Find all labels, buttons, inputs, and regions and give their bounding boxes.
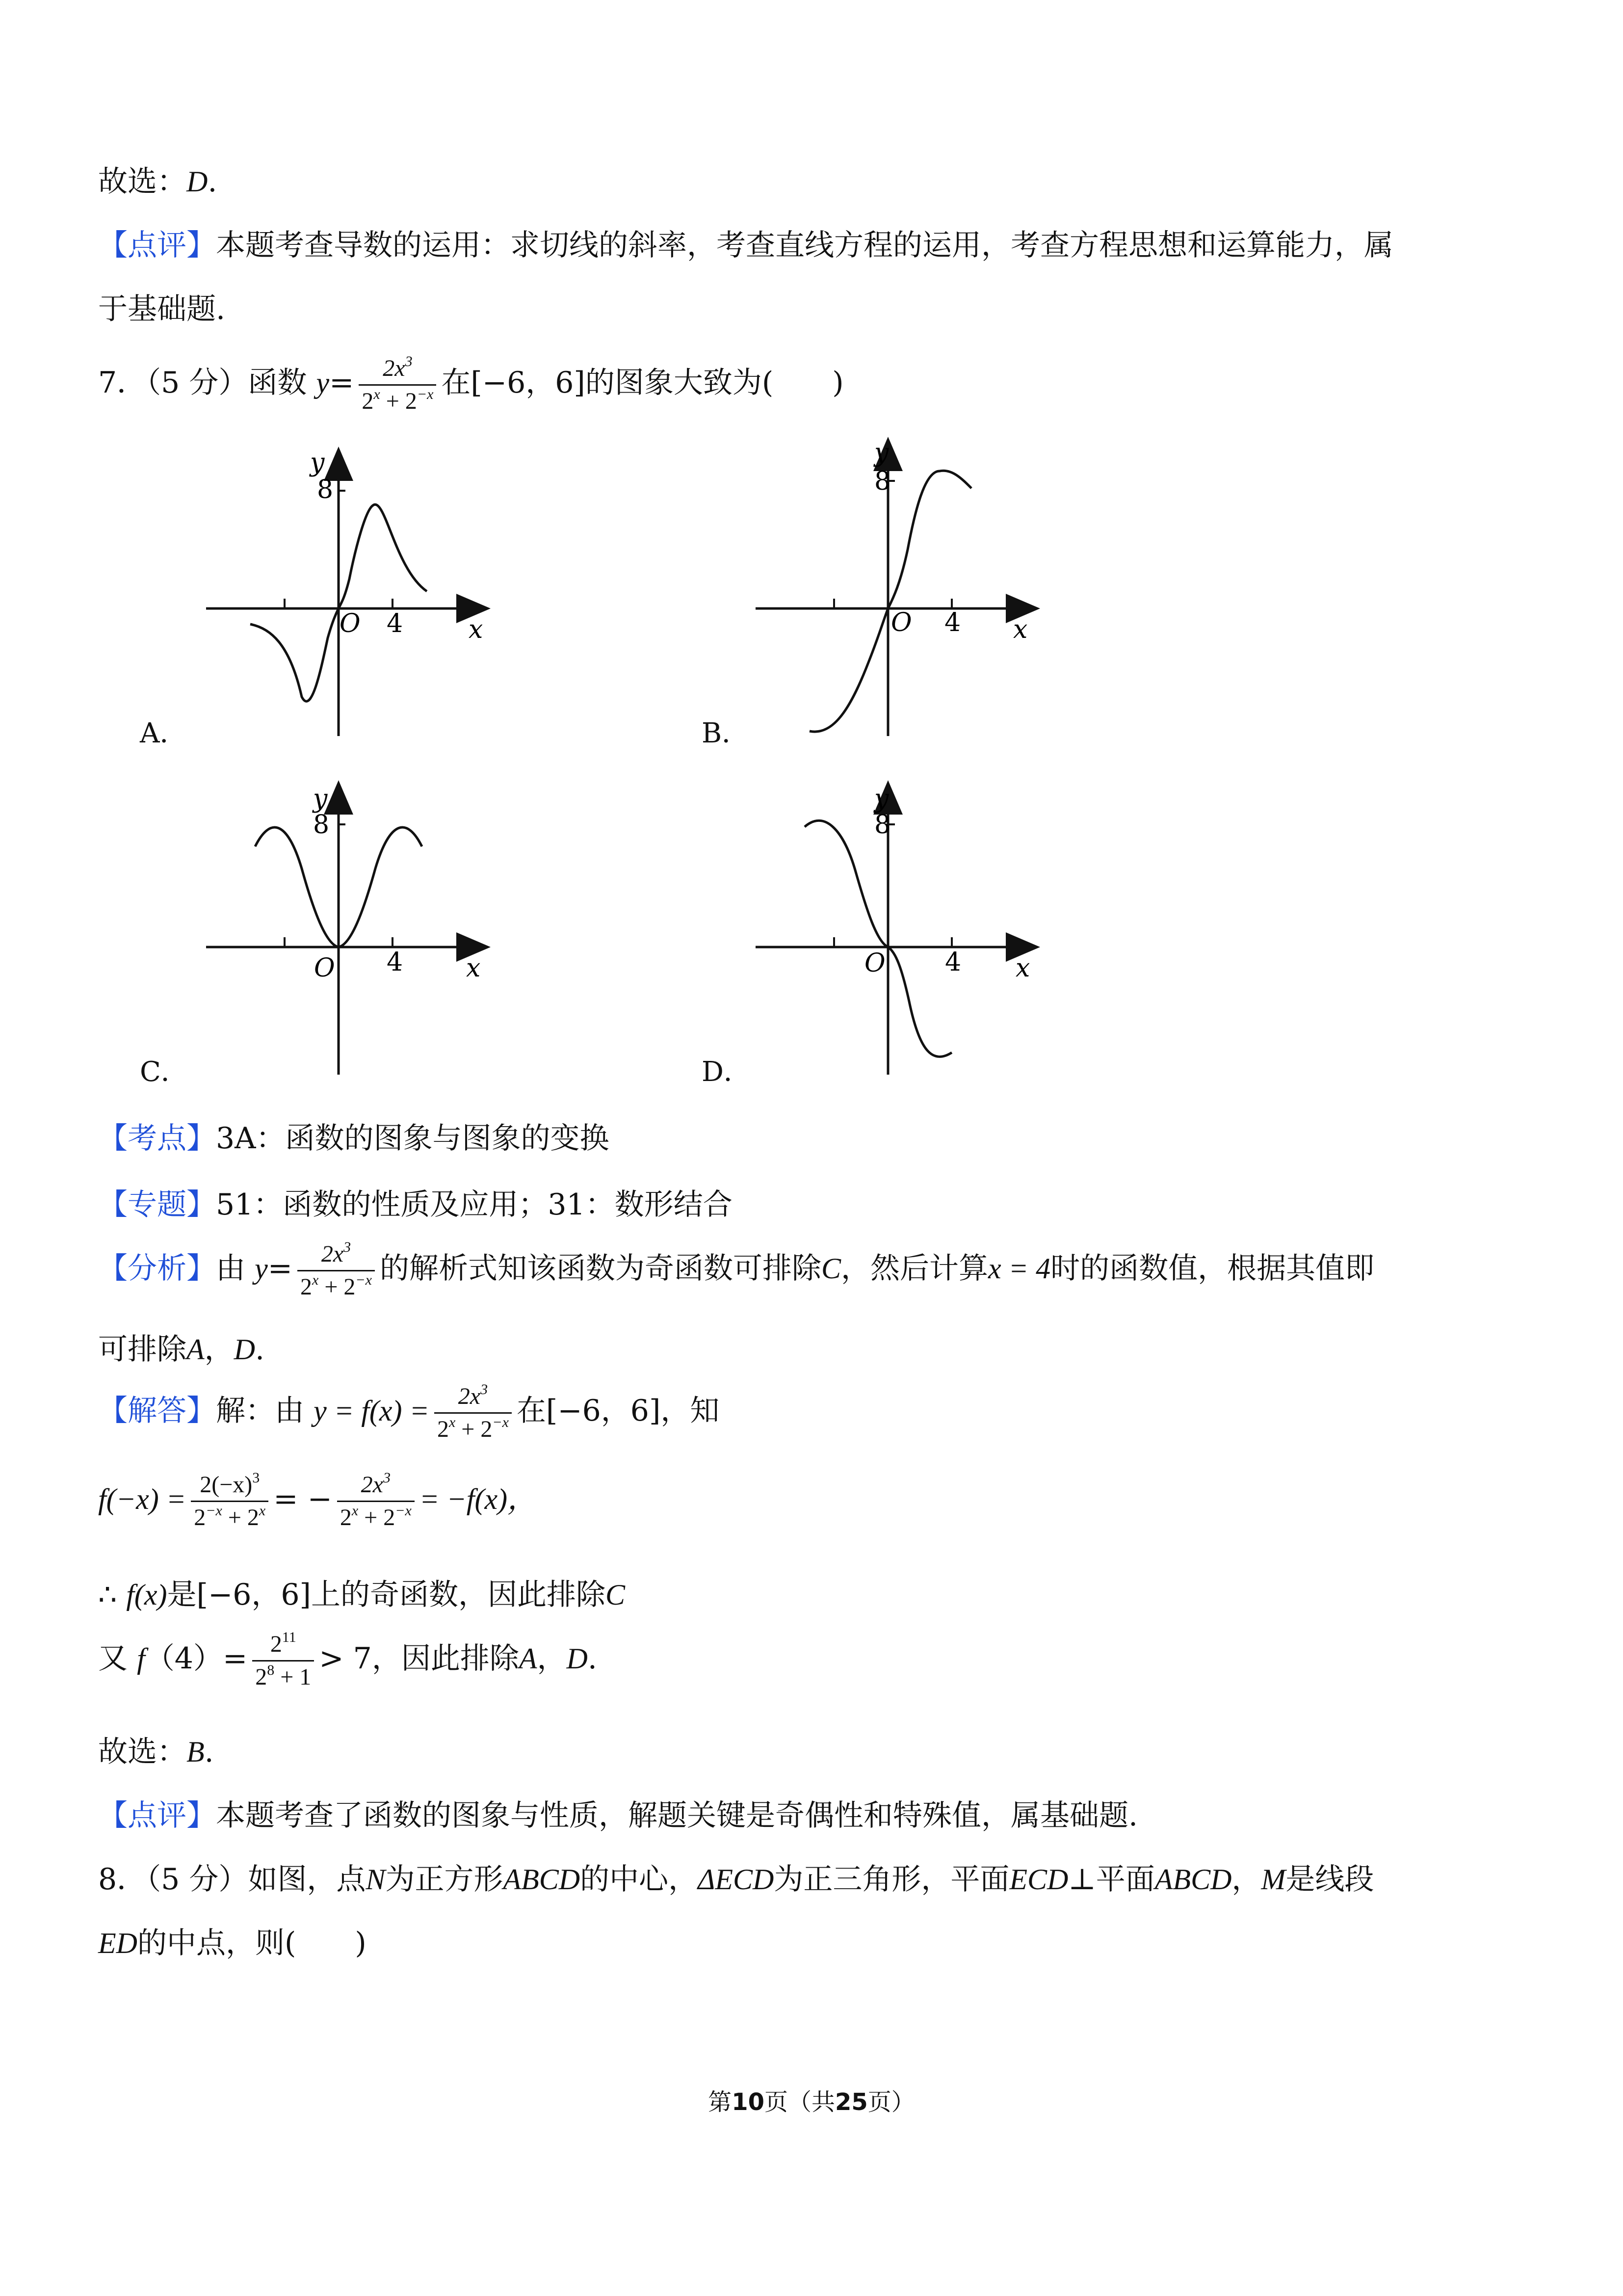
fraction: $\frac{2x^3}{2^x + 2^{-x}}$: [359, 356, 436, 414]
svg-text:8: 8: [874, 467, 891, 496]
answer-line: 故选：B.: [98, 1735, 214, 1769]
svg-text:8: 8: [313, 810, 330, 840]
svg-text:4: 4: [945, 948, 962, 977]
question-8: 8．（5 分）如图，点N为正方形ABCD的中心，ΔECD为正三角形，平面ECD⊥平面ABCD，M是线段: [98, 1862, 1374, 1897]
svg-text:4: 4: [944, 608, 961, 637]
svg-text:4: 4: [387, 948, 403, 977]
zhuanti-line: 【专题】51：函数的性质及应用；31：数形结合: [98, 1188, 733, 1222]
graph-a: [196, 442, 500, 746]
answer-line-prev: 故选：D.: [98, 164, 217, 199]
question-7: 7．（5 分）函数 y= $\frac{2x^3}{2^x + 2^{-x}}$ 在[−6，6]的图象大致为( ): [98, 353, 844, 414]
graph-c: [196, 780, 500, 1084]
odd-line: ∴ f(x)是[−6，6]上的奇函数，因此排除C: [98, 1578, 625, 1612]
option-b-label[interactable]: B．: [702, 717, 750, 749]
svg-text:y: y: [313, 784, 328, 814]
option-a-label[interactable]: A．: [140, 717, 187, 749]
page-footer: 第10页（共25页）: [708, 2088, 915, 2116]
svg-text:O: O: [314, 953, 335, 983]
option-c-label[interactable]: C．: [140, 1056, 188, 1088]
svg-text:O: O: [864, 949, 886, 978]
review-line-1: 【点评】本题考查导数的运用：求切线的斜率，考查直线方程的运用，考查方程思想和运算能力，属: [98, 228, 1393, 263]
svg-text:x: x: [1016, 953, 1030, 983]
svg-text:x: x: [1013, 615, 1028, 644]
fraction: $\frac{2x^3}{2^x + 2^{-x}}$: [297, 1241, 375, 1300]
svg-text:x: x: [466, 953, 481, 983]
svg-text:8: 8: [317, 475, 334, 504]
svg-text:8: 8: [874, 810, 891, 840]
question-8-cont: ED的中点，则( ): [98, 1926, 366, 1960]
kaodian-line: 【考点】3A：函数的图象与图象的变换: [98, 1121, 609, 1156]
graph-d: [746, 780, 1050, 1084]
svg-text:x: x: [469, 615, 483, 644]
graph-b: [746, 432, 1050, 746]
fneg-line: f(−x) = $\frac{2(-x)^3}{2^{-x} + 2^x}$ = − $\frac{2x^3}{2^x + 2^{-x}}$ = −f(x)，: [98, 1469, 537, 1531]
fraction: $\frac{2x^3}{2^x + 2^{-x}}$: [434, 1384, 512, 1442]
fraction: $\frac{2^{11}}{2^8 + 1}$: [252, 1632, 314, 1690]
review-line-1-cont: 于基础题.: [98, 292, 226, 326]
svg-text:O: O: [340, 609, 361, 638]
fraction: $\frac{2x^3}{2^x + 2^{-x}}$: [337, 1472, 415, 1531]
svg-text:O: O: [891, 608, 912, 637]
review-line-2: 【点评】本题考查了函数的图象与性质，解题关键是奇偶性和特殊值，属基础题.: [98, 1798, 1138, 1833]
option-d-label[interactable]: D．: [702, 1056, 751, 1088]
svg-text:y: y: [874, 438, 889, 468]
fenxi-line: 【分析】由 y= $\frac{2x^3}{2^x + 2^{-x}}$ 的解析式知该函数为奇函数可排除C，然后计算x = 4时的函数值，根据其值即: [98, 1239, 1375, 1300]
fenxi-line-cont: 可排除A，D.: [98, 1332, 265, 1367]
review-tag: 【点评】: [98, 228, 216, 263]
fraction: $\frac{2(-x)^3}{2^{-x} + 2^x}$: [191, 1472, 268, 1531]
svg-text:y: y: [310, 448, 325, 477]
svg-text:y: y: [874, 784, 889, 814]
jieda-line: 【解答】解：由 y = f(x) = $\frac{2x^3}{2^x + 2^{-x}}$ 在[−6，6]，知: [98, 1381, 720, 1442]
svg-text:4: 4: [387, 609, 403, 638]
f4-line: 又 f（4）= $\frac{2^{11}}{2^8 + 1}$ > 7，因此排除A，D.: [98, 1629, 597, 1690]
